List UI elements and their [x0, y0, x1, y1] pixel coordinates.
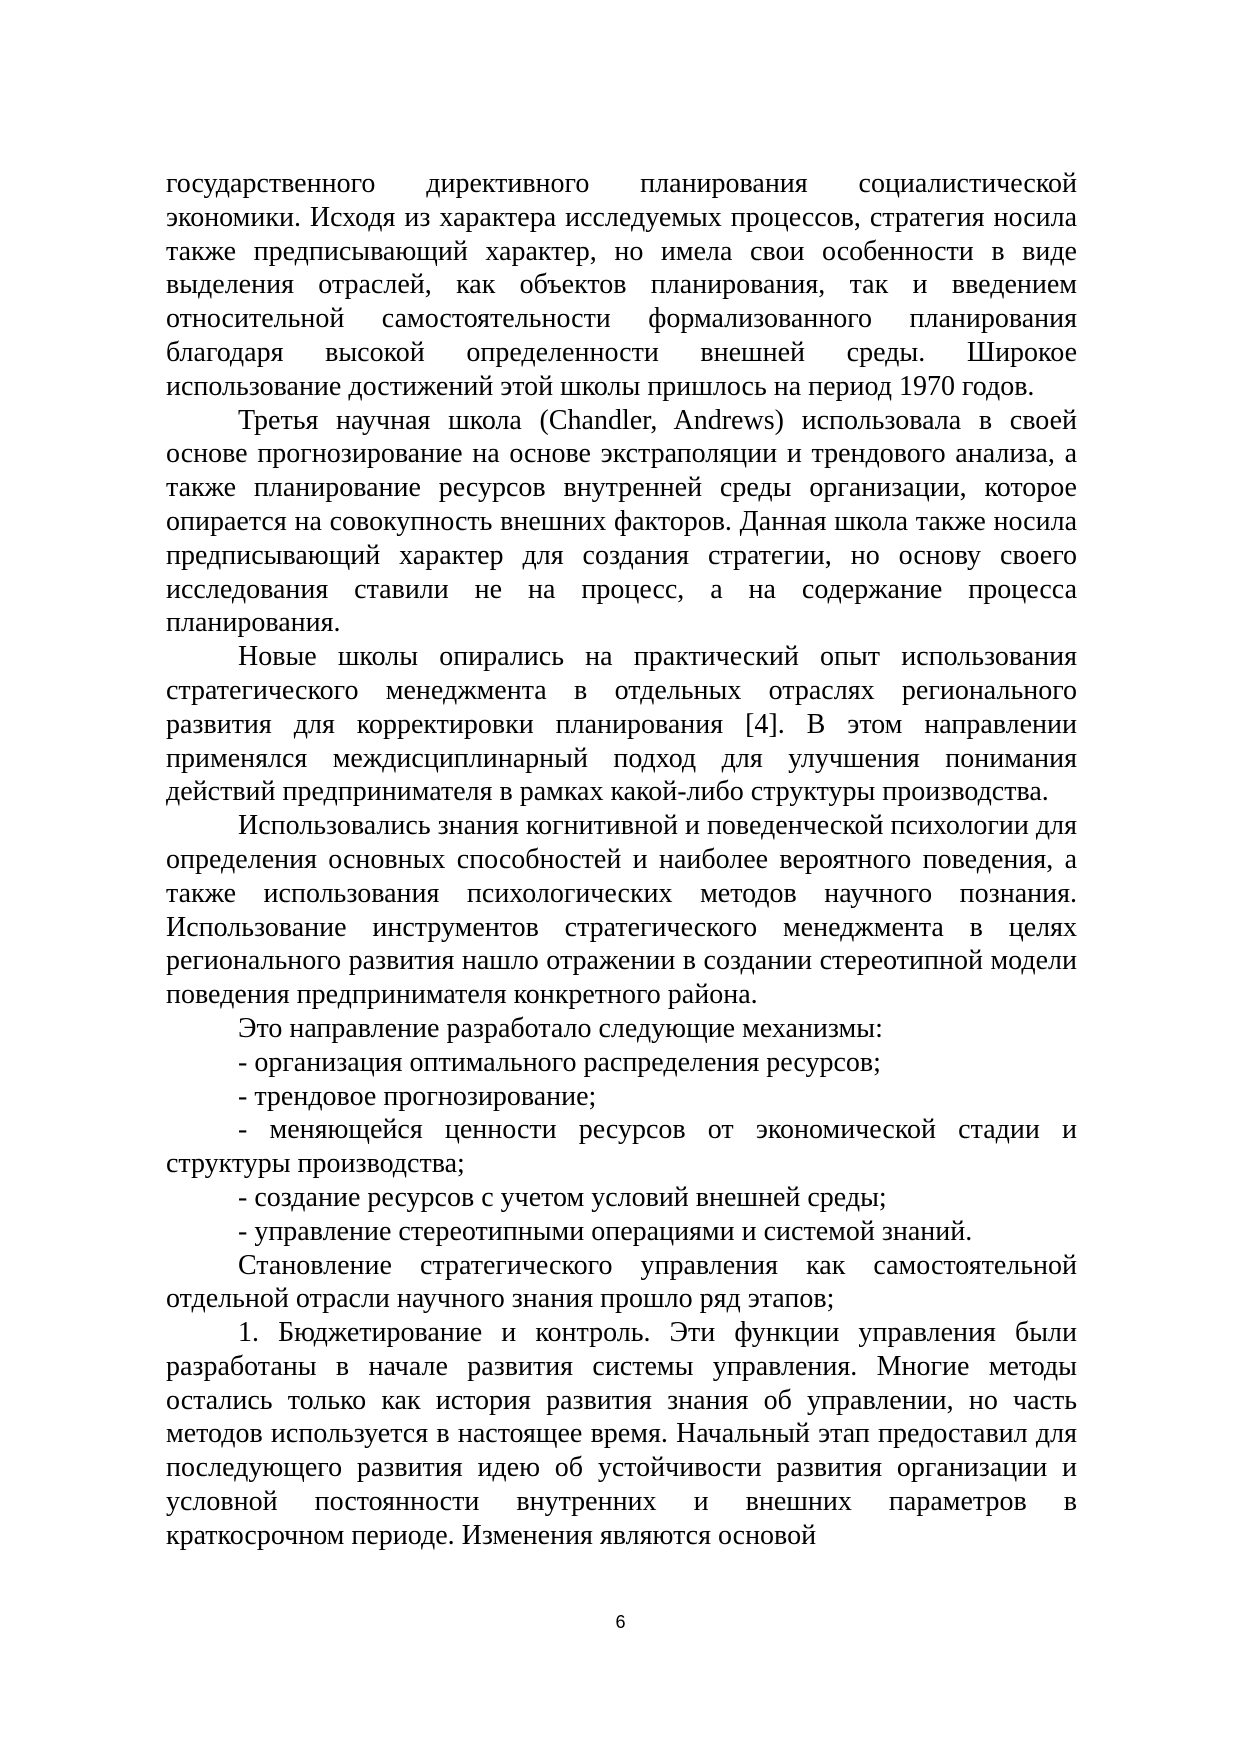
list-item-trend-forecasting: - трендовое прогнозирование; — [238, 1080, 597, 1112]
document-body — [166, 167, 1077, 1553]
list-item-resource-allocation: - организация оптимального распределения ресурсов; — [238, 1046, 881, 1078]
list-item-stereotype-operations: - управление стереотипными операциями и системой знаний. — [238, 1215, 973, 1247]
page-number: 6 — [615, 1612, 626, 1632]
paragraph-new-schools: Новые школы опирались на практический опыт использования стратегического менеджмента в отдельных отраслях регионального развития для корректировки планирования [4]. В этом направлении применялся междисциплинарный подход для улучшения понимания действий предпринимателя в рамках какой-либо структуры производства. — [166, 641, 1077, 808]
paragraph-continuation: государственного директивного планирования социалистической экономики. Исходя из характера исследуемых процессов, стратегия носила также предписывающий характер, но имела свои особенности в виде выделения отраслей, как объектов планирования, так и введением относительной самостоятельности формализованного планирования благодаря высокой определенности внешней среды. Широкое использование достижений этой школы пришлось на период 1970 годов. — [166, 168, 1077, 402]
paragraph-mechanisms-intro: Это направление разработало следующие механизмы: — [238, 1012, 883, 1044]
paragraph-third-school: Третья научная школа (Chandler, Andrews) использовала в своей основе прогнозирование на основе экстраполяции и трендового анализа, а также планирование ресурсов внутренней среды организации, которое опирается на совокупность внешних факторов. Данная школа также носила предписывающий характер для создания стратегии, но основу своего исследования ставили не на процесс, а на содержание процесса планирования. — [166, 404, 1077, 639]
paragraph-stages-intro: Становление стратегического управления как самостоятельной отдельной отрасли научного знания прошло ряд этапов; — [166, 1249, 1077, 1315]
list-item-resource-creation: - создание ресурсов с учетом условий внешней среды; — [238, 1181, 887, 1213]
paragraph-psychology: Использовались знания когнитивной и поведенческой психологии для определения основных способностей и наиболее вероятного поведения, а также использования психологических методов научного познания. Использование инструментов стратегического менеджмента в целях регионального развития нашло отражении в создании стереотипной модели поведения предпринимателя конкретного района. — [166, 810, 1077, 1011]
paragraph-stage-budgeting: 1. Бюджетирование и контроль. Эти функции управления были разработаны в начале развития системы управления. Многие методы остались только как история развития знания об управлении, но часть методов используется в настоящее время. Начальный этап предоставил для последующего развития идею об устойчивости развития организации и условной постоянности внутренних и внешних параметров в краткосрочном периоде. Изменения являются основой — [166, 1317, 1077, 1551]
list-item-resource-value: - меняющейся ценности ресурсов от экономической стадии и структуры производства; — [166, 1114, 1077, 1180]
